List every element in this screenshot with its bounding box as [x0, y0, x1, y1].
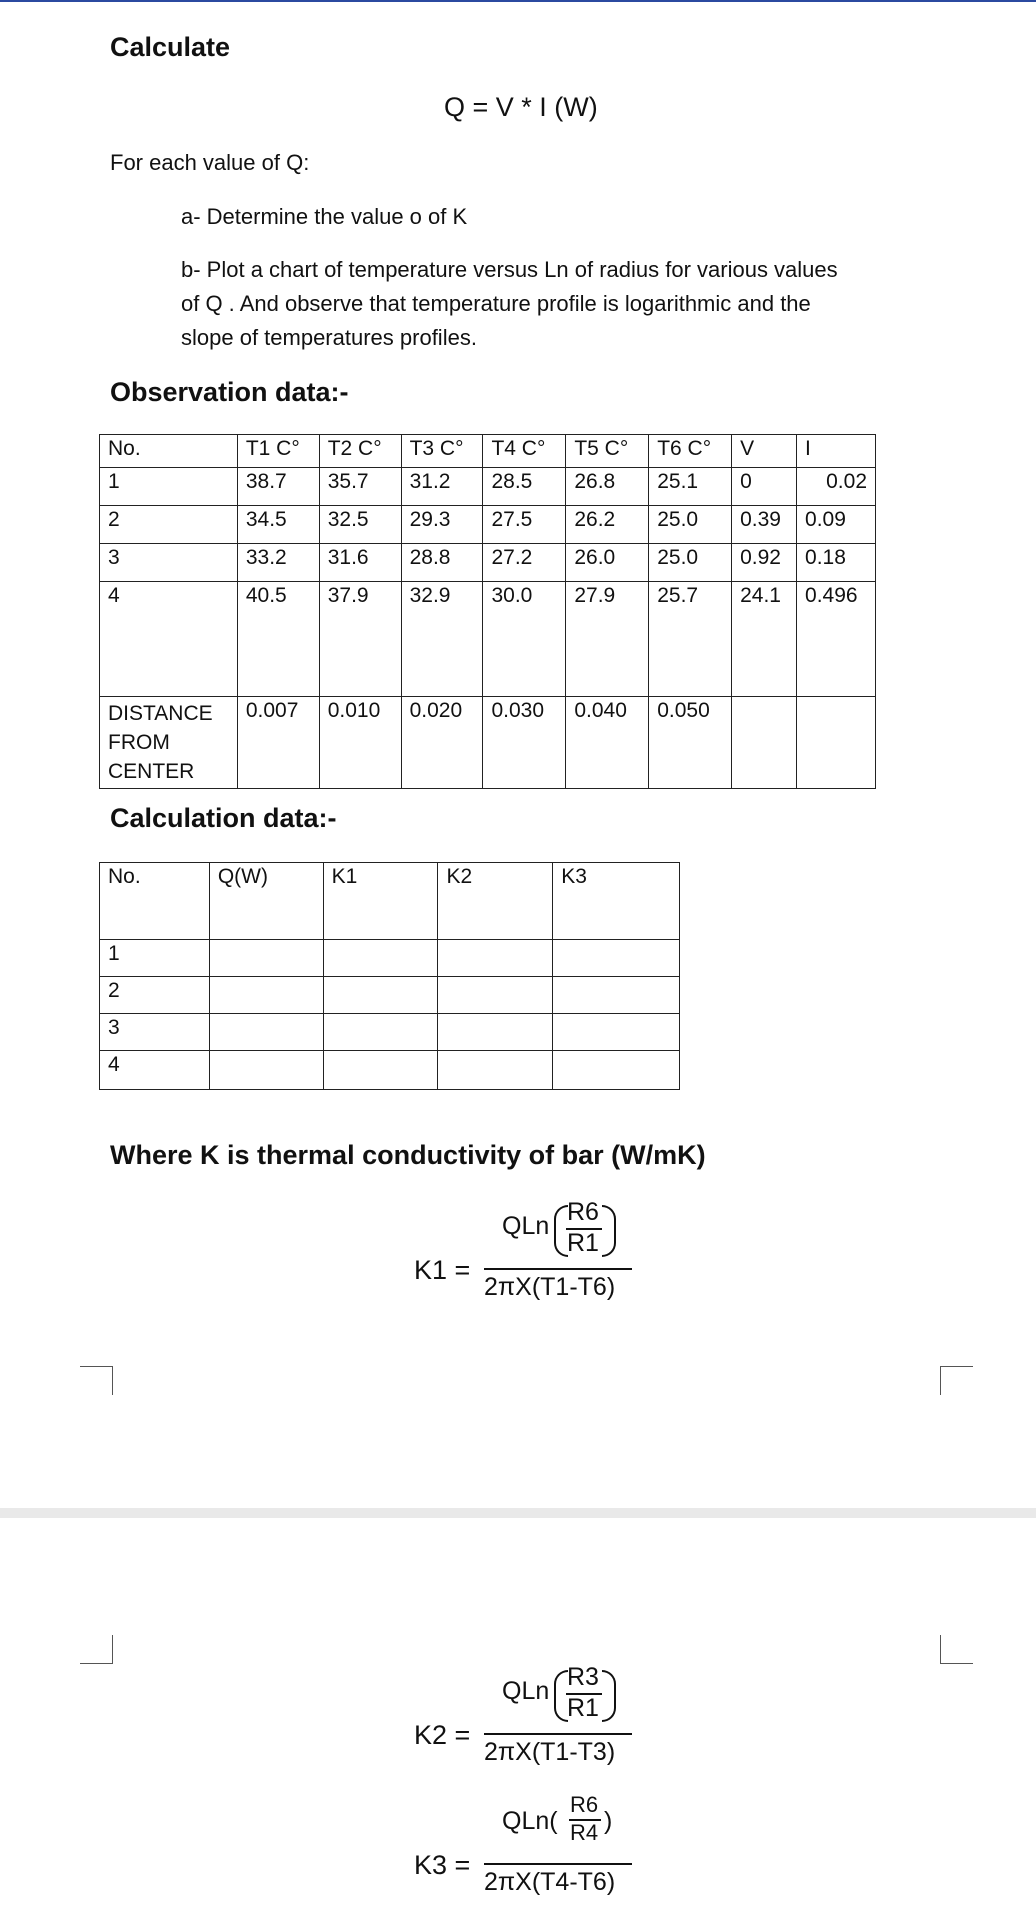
table-cell: 26.8 [566, 468, 649, 506]
table-cell: 38.7 [237, 468, 319, 506]
table-cell: 24.1 [732, 582, 797, 697]
calculation-table [99, 862, 680, 1090]
eq-k2-denominator: 2πX(T1-T3) [484, 1738, 616, 1766]
equation-k2 [400, 1660, 660, 1770]
table-cell [438, 1014, 553, 1051]
item-b-line3: slope of temperatures profiles. [181, 325, 477, 350]
table-cell: 29.3 [401, 506, 483, 544]
formula-q: Q = V * I (W) [444, 92, 598, 122]
item-a: a- Determine the value o of K [181, 204, 468, 229]
header-cell: T6 C° [649, 435, 732, 468]
table-row [100, 506, 876, 544]
table-cell: 30.0 [483, 582, 566, 697]
table-cell: 0.39 [732, 506, 797, 544]
table-cell [553, 1014, 680, 1051]
table-row [100, 544, 876, 582]
table-cell [323, 940, 438, 977]
table-cell: 25.0 [649, 544, 732, 582]
header-cell: I [797, 435, 876, 468]
equation-k3 [400, 1790, 660, 1900]
table-cell: 27.5 [483, 506, 566, 544]
header-cell: T2 C° [319, 435, 401, 468]
table-cell [209, 1014, 323, 1051]
table-cell [553, 1051, 680, 1090]
table-cell: 31.2 [401, 468, 483, 506]
table-cell: 28.8 [401, 544, 483, 582]
eq-k3-denominator: 2πX(T4-T6) [484, 1868, 616, 1896]
table-cell: 3 [100, 1014, 210, 1051]
item-b-line2: of Q . And observe that temperature profile is logarithmic and the [181, 291, 811, 316]
table-cell [209, 940, 323, 977]
table-cell [438, 977, 553, 1014]
table-cell: 26.0 [566, 544, 649, 582]
item-b-line1: b- Plot a chart of temperature versus Ln of radius for various values [181, 257, 838, 282]
table-cell: 35.7 [319, 468, 401, 506]
eq-k1-right-paren [602, 1205, 616, 1257]
table-cell: 33.2 [237, 544, 319, 582]
table-cell: 31.6 [319, 544, 401, 582]
table-cell [209, 1051, 323, 1090]
distance-label-line: CENTER [108, 760, 195, 783]
header-cell: No. [100, 863, 210, 940]
table-cell: 4 [100, 1051, 210, 1090]
page-corner-mark [940, 1635, 973, 1664]
distance-label-line: FROM [108, 731, 170, 754]
table-cell: 25.7 [649, 582, 732, 697]
table-cell: 1 [100, 468, 238, 506]
distance-label-cell [100, 697, 238, 789]
distance-cell: 0.010 [319, 697, 401, 789]
header-cell: K2 [438, 863, 553, 940]
eq-k2-right-paren [602, 1670, 616, 1722]
eq-k1-fraction-bar [484, 1268, 632, 1270]
eq-k1-left-paren [554, 1205, 568, 1257]
table-cell [323, 977, 438, 1014]
table-cell [323, 1051, 438, 1090]
table-cell: 0.18 [797, 544, 876, 582]
eq-k2-left-paren [554, 1670, 568, 1722]
table-cell: 26.2 [566, 506, 649, 544]
table-cell: 40.5 [237, 582, 319, 697]
table-cell: 32.9 [401, 582, 483, 697]
distance-cell: 0.020 [401, 697, 483, 789]
table-row [100, 582, 876, 697]
table-cell [323, 1014, 438, 1051]
intro-text: For each value of Q: [110, 150, 310, 175]
table-cell [209, 977, 323, 1014]
eq-k2-qln: QLn [502, 1677, 550, 1705]
observation-title: Observation data:- [110, 377, 349, 407]
table-cell: 0.02 [797, 468, 876, 506]
page-corner-mark [940, 1366, 973, 1395]
eq-k2-ratio-num: R3 [567, 1663, 599, 1691]
table-cell: 34.5 [237, 506, 319, 544]
table-cell [438, 1051, 553, 1090]
distance-cell: 0.040 [566, 697, 649, 789]
eq-k3-qln: QLn( [502, 1807, 558, 1835]
observation-header-row [100, 435, 876, 468]
calculation-title: Calculation data:- [110, 803, 337, 833]
table-cell: 0.496 [797, 582, 876, 697]
header-cell: K1 [323, 863, 438, 940]
table-row [100, 1051, 680, 1090]
eq-k1-denominator: 2πX(T1-T6) [484, 1273, 616, 1301]
eq-k2-ratio-den: R1 [567, 1694, 599, 1722]
eq-k1-ratio-num: R6 [567, 1198, 599, 1226]
table-cell: 0 [732, 468, 797, 506]
page-corner-mark [80, 1635, 113, 1664]
distance-label-line: DISTANCE [108, 702, 213, 725]
header-cell: V [732, 435, 797, 468]
table-cell [438, 940, 553, 977]
table-cell: 25.1 [649, 468, 732, 506]
table-cell: 0.09 [797, 506, 876, 544]
where-k-text: Where K is thermal conductivity of bar (W/mK) [110, 1140, 706, 1170]
eq-k3-lhs: K3 = [414, 1850, 471, 1880]
header-cell: T3 C° [401, 435, 483, 468]
eq-k3-fraction-bar [484, 1863, 632, 1865]
eq-k2-lhs: K2 = [414, 1720, 471, 1750]
table-cell [553, 940, 680, 977]
eq-k3-ratio-den: R4 [570, 1820, 599, 1845]
eq-k3-ratio-num: R6 [570, 1792, 599, 1817]
header-cell: T4 C° [483, 435, 566, 468]
header-cell: No. [100, 435, 238, 468]
header-cell: Q(W) [209, 863, 323, 940]
table-cell: 37.9 [319, 582, 401, 697]
header-cell: K3 [553, 863, 680, 940]
header-cell: T5 C° [566, 435, 649, 468]
table-row [100, 940, 680, 977]
distance-cell: 0.050 [649, 697, 732, 789]
distance-cell: 0.030 [483, 697, 566, 789]
table-cell: 25.0 [649, 506, 732, 544]
table-cell: 2 [100, 506, 238, 544]
table-cell: 32.5 [319, 506, 401, 544]
table-cell: 28.5 [483, 468, 566, 506]
table-cell: 27.9 [566, 582, 649, 697]
table-row [100, 977, 680, 1014]
equation-k1 [400, 1195, 660, 1305]
eq-k1-qln: QLn [502, 1212, 550, 1240]
eq-k3-close-paren: ) [604, 1807, 613, 1835]
calculation-header-row [100, 863, 680, 940]
distance-row [100, 697, 876, 789]
eq-k2-fraction-bar [484, 1733, 632, 1735]
heading-calculate: Calculate [110, 32, 231, 62]
distance-cell [797, 697, 876, 789]
table-cell: 1 [100, 940, 210, 977]
table-row [100, 468, 876, 506]
eq-k1-ratio-den: R1 [567, 1229, 599, 1257]
table-cell: 4 [100, 582, 238, 697]
observation-table [99, 434, 876, 789]
table-cell: 2 [100, 977, 210, 1014]
page-top-border [0, 0, 1036, 2]
eq-k1-lhs: K1 = [414, 1255, 471, 1285]
page-corner-mark [80, 1366, 113, 1395]
page-break [0, 1508, 1036, 1518]
table-cell: 27.2 [483, 544, 566, 582]
table-cell: 0.92 [732, 544, 797, 582]
table-cell: 3 [100, 544, 238, 582]
distance-cell: 0.007 [237, 697, 319, 789]
table-row [100, 1014, 680, 1051]
header-cell: T1 C° [237, 435, 319, 468]
distance-cell [732, 697, 797, 789]
table-cell [553, 977, 680, 1014]
